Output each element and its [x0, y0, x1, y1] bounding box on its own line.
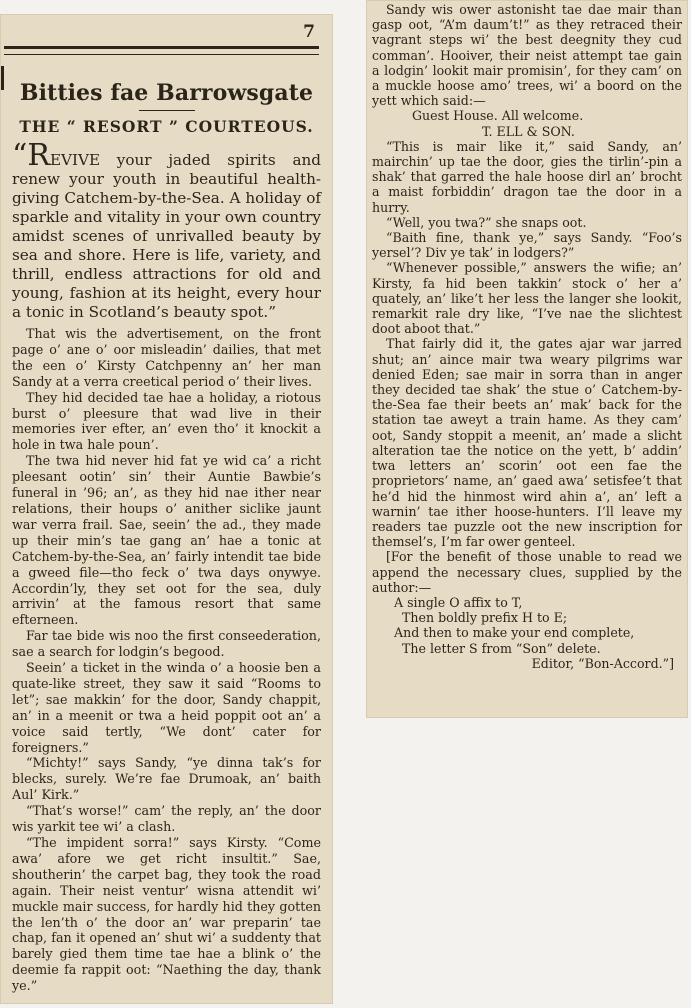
- advert-body: EVIVE your jaded spirits and renew your youth in beautiful health-giving Catchem-by-the-Sea. A holiday of sparkle and vitality in your own country amidst scenes of unrivalled beauty by sea and shore. Here is life, variety, and thrill, endless attractions for old and young, fashion at its height, every hour a tonic in Scotland’s beauty spot.”: [12, 151, 321, 321]
- right-clipping: [366, 0, 688, 718]
- paragraph: [For the benefit of those unable to read we append the necessary clues, supplied by the author:—: [372, 549, 682, 595]
- right-column: [372, 2, 682, 671]
- paragraph: Sandy wis ower astonisht tae dae mair than gasp oot, “A’m daum’t!” as they retraced their vagrant steps wi’ the best deegnity they cud comman’. Hooiver, their neist attempt tae gain a lodgin’ lookit mair promisin’, for they cam’ on a muckle hoose amo’ trees, wi’ a boord on the yett which said:—: [372, 2, 682, 109]
- notice-line-1: Guest House. All welcome.: [412, 108, 584, 124]
- drop-cap: “R: [12, 138, 50, 173]
- paragraph: “The impident sorra!” says Kirsty. “Come awa’ afore we get richt insultit.” Sae, shoutherin’ the carpet bag, they took the road again. Their neist ventur’ wisna attendit wi’ muckle mair success, for hardly hid they gotten the len’th o’ the door an’ war preparin’ tae chap, fan it opened an’ shut wi’ a suddenty that barely gied them time tae hae a blink o’ the deemie fa rappit oot: “Naething the day, thank ye.”: [12, 835, 321, 994]
- right-paragraphs-a: [372, 2, 682, 108]
- margin-mark: [1, 66, 4, 90]
- editor-credit: Editor, “Bon-Accord.”]: [531, 655, 674, 671]
- paragraph: Seein’ a ticket in the winda o’ a hoosie ben a quate-like street, they saw it said “Rooms to let”; sae makkin’ for the door, Sandy chappit, an’ in a meenit or twa a heid poppit oot an’ a voice said tertly, “We dont’ cater for foreigners.”: [12, 660, 321, 755]
- page-number: 7: [303, 22, 315, 42]
- verse-line: Then boldly prefix H to E;: [402, 610, 568, 626]
- headline: Bitties fae Barrowsgate: [19, 80, 314, 106]
- advert-text: [12, 138, 321, 322]
- paragraph: The twa hid never hid fat ye wid ca’ a richt pleesant ootin’ sin’ their Auntie Bawbie’s funeral in ’96; an’, as they hid nae ither near relations, their houps o’ anither siclike jaunt war verra frail. Sae, seein’ the ad., they made up their min’s tae gang an’ hae a tonic at Catchem-by-the-Sea, an’ fairly intendit tae bide a gweed file—tho feck o’ twa days onywye. Accordin’ly, they set oot for the sea, duly arrivin’ at the famous resort that same efterneen.: [12, 453, 321, 628]
- paragraph: “Michty!” says Sandy, “ye dinna tak’s for blecks, surely. We’re fae Drumoak, an’ baith Aul’ Kirk.”: [12, 755, 321, 803]
- left-column: [12, 70, 321, 994]
- guest-house-notice: [372, 108, 682, 138]
- verse-line: A single O affix to T,: [394, 594, 523, 610]
- headline-rule: [139, 110, 195, 111]
- subheadline: THE “ RESORT ” COURTEOUS.: [19, 117, 314, 136]
- verse-line: The letter S from “Son” delete.: [402, 640, 601, 656]
- left-clipping: [0, 14, 333, 1004]
- notice-line-2: T. ELL & SON.: [482, 123, 575, 139]
- left-paragraphs: [12, 326, 321, 994]
- paragraph: That wis the advertisement, on the front page o’ ane o’ oor misleadin’ dailies, that met the een o’ Kirsty Catchpenny an’ her man Sandy at a verra creetical period o’ their lives.: [12, 326, 321, 389]
- paragraph: “That’s worse!” cam’ the reply, an’ the door wis yarkit tee wi’ a clash.: [12, 803, 321, 835]
- paragraph: “Baith fine, thank ye,” says Sandy. “Foo’s yersel’? Div ye tak’ in lodgers?”: [372, 230, 682, 261]
- paragraph: That fairly did it, the gates ajar war jarred shut; an’ aince mair twa weary pilgrims war denied Eden; sae mair in sorra than in anger they decided tae shak’ the stue o’ Catchem-by-the-Sea fae their beets an’ mak’ back for the station tae aweyt a train hame. As they cam’ oot, Sandy stoppit a meenit, an’ made a slicht alteration tae the notice on the yett, b’ addin’ twa letters an’ scorin’ oot een fae the proprietors’ name, an’ gaed awa’ setisfee’t that he’d hid the hinmost wird ahin a’, an’ left a warnin’ tae ither hoose-hunters. I’ll leave my readers tae puzzle oot the new inscription for themsel’s, I’m far ower genteel.: [372, 336, 682, 550]
- header-rule: [4, 46, 319, 55]
- verse-line: And then to make your end complete,: [394, 625, 635, 641]
- paragraph: “Whenever possible,” answers the wifie; an’ Kirsty, fa hid been takkin’ stock o’ her a’ quately, an’ like’t her less the langer she lookit, remarkit rale dry like, “I’ve nae the slichtest doot aboot that.”: [372, 260, 682, 337]
- paragraph: “Well, you twa?” she snaps oot.: [386, 214, 587, 230]
- paragraph: Far tae bide wis noo the first conseederation, sae a search for lodgin’s begood.: [12, 628, 321, 660]
- right-paragraphs-b: [372, 139, 682, 595]
- verse: [372, 595, 682, 656]
- paragraph: “This is mair like it,” said Sandy, an’ mairchin’ up tae the door, gies the tirlin’-pin a shak’ that garred the hale hoose dirl an’ brocht a maist forbiddin’ dragon tae the door in a hurry.: [372, 138, 682, 215]
- paragraph: They hid decided tae hae a holiday, a riotous burst o’ pleesure that wad live in their memories iver efter, an’ even tho’ it knockit a hole in twa hale poun’.: [12, 389, 321, 453]
